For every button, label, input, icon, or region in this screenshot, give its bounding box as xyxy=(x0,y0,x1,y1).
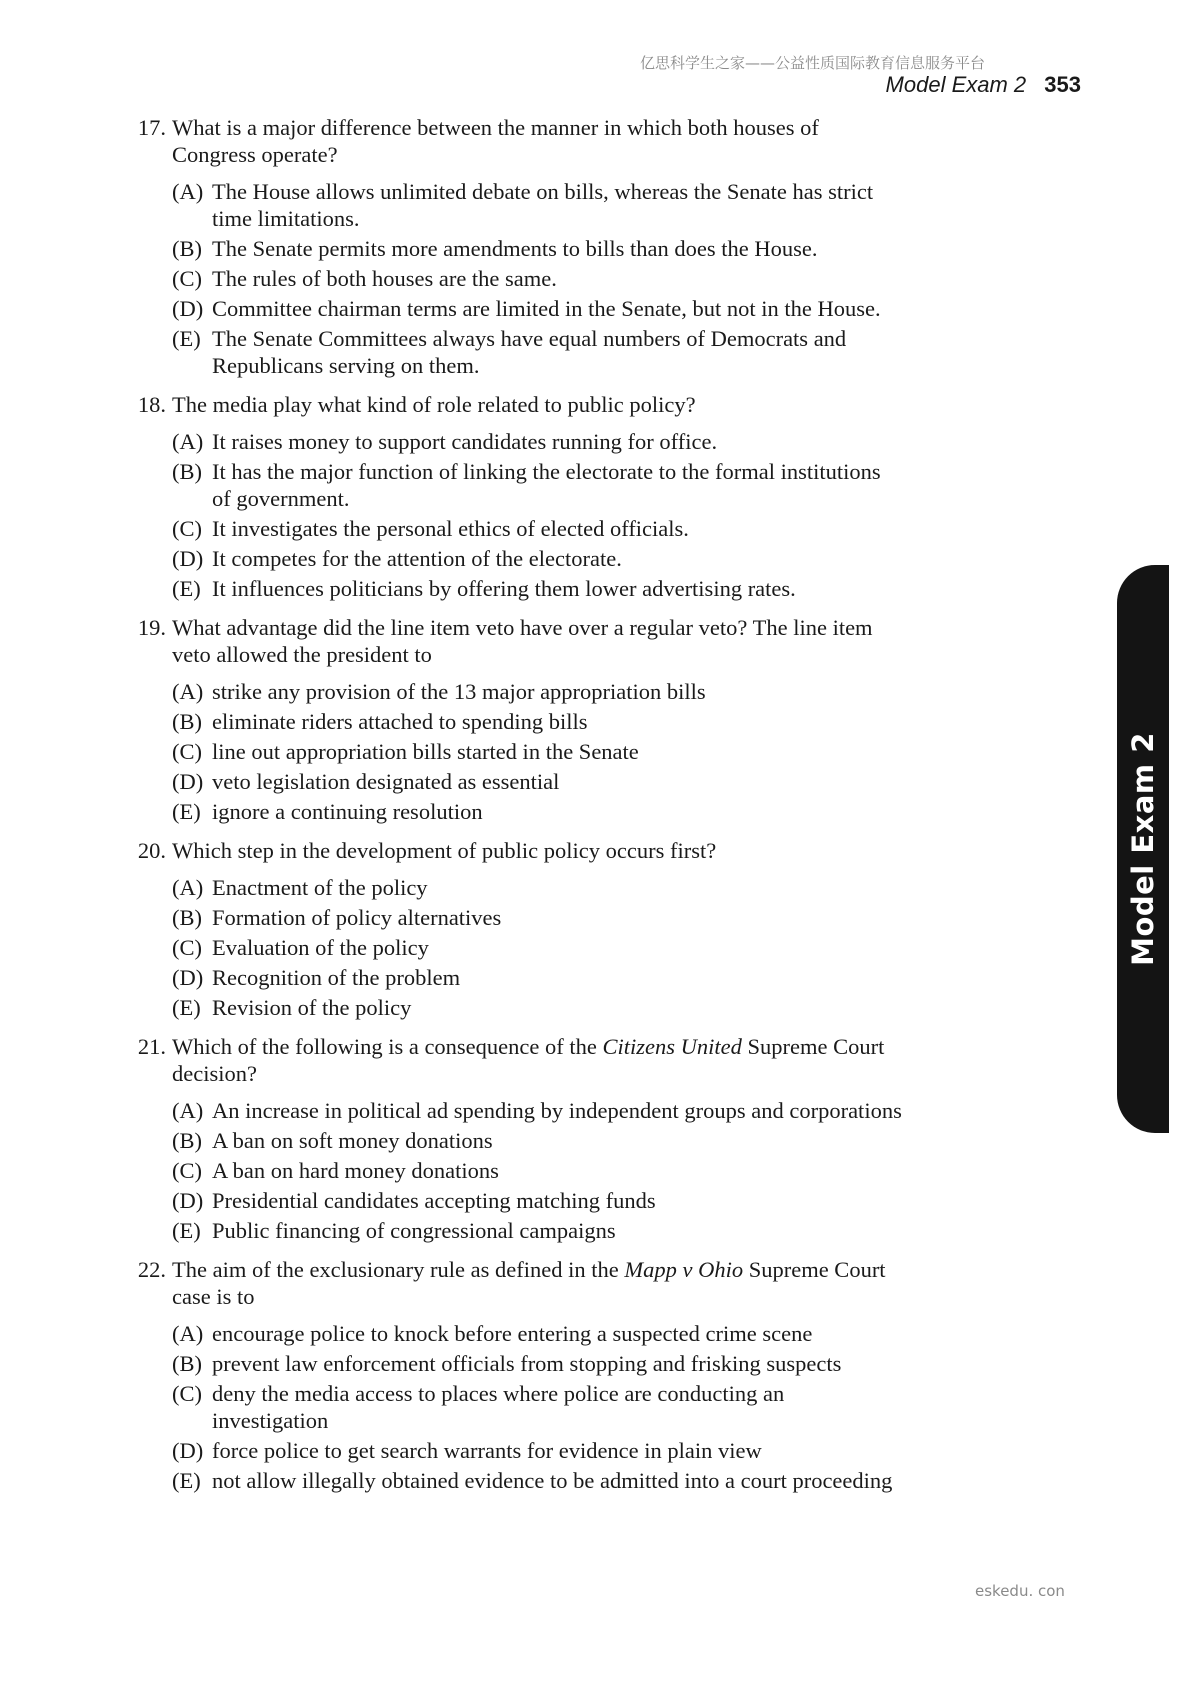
choice-letter: (A) xyxy=(172,429,204,454)
answer-choices xyxy=(112,678,902,825)
choice-text: A ban on hard money donations xyxy=(212,1158,499,1183)
answer-choice xyxy=(172,1157,902,1184)
choice-letter: (C) xyxy=(172,1158,202,1183)
choice-letter: (B) xyxy=(172,709,202,734)
question-stem xyxy=(112,1256,902,1310)
answer-choice xyxy=(172,1217,902,1244)
answer-choice xyxy=(172,1320,902,1347)
question-text-end: Supreme Court case is to xyxy=(172,1257,886,1309)
answer-choice xyxy=(172,265,902,292)
question-number: 19. xyxy=(137,615,166,640)
answer-choice xyxy=(172,325,902,379)
choice-text: The House allows unlimited debate on bills, whereas the Senate has strict time limitations. xyxy=(212,179,874,231)
question-18 xyxy=(112,391,902,602)
question-stem xyxy=(112,1033,902,1087)
choice-text: Recognition of the problem xyxy=(212,965,461,990)
answer-choice xyxy=(172,1127,902,1154)
footer-url: eskedu. con xyxy=(975,1582,1065,1600)
choice-letter: (A) xyxy=(172,875,204,900)
answer-choices xyxy=(112,1320,902,1494)
choice-text: Evaluation of the policy xyxy=(212,935,429,960)
choice-text: The Senate permits more amendments to bills than does the House. xyxy=(212,236,818,261)
answer-choice xyxy=(172,428,902,455)
choice-letter: (D) xyxy=(172,546,204,571)
choice-letter: (C) xyxy=(172,935,202,960)
choice-text: Revision of the policy xyxy=(212,995,412,1020)
question-19 xyxy=(112,614,902,825)
choice-text: A ban on soft money donations xyxy=(212,1128,493,1153)
choice-text: prevent law enforcement officials from stopping and frisking suspects xyxy=(212,1351,842,1376)
choice-letter: (E) xyxy=(172,1218,201,1243)
question-text: Which step in the development of public policy occurs first? xyxy=(172,838,717,863)
question-21 xyxy=(112,1033,902,1244)
question-stem xyxy=(112,391,902,418)
case-name: Citizens United xyxy=(602,1034,742,1059)
answer-choice xyxy=(172,1187,902,1214)
choice-text: Formation of policy alternatives xyxy=(212,905,502,930)
choice-text: force police to get search warrants for evidence in plain view xyxy=(212,1438,762,1463)
answer-choice xyxy=(172,458,902,512)
choice-text: strike any provision of the 13 major appropriation bills xyxy=(212,679,706,704)
answer-choice xyxy=(172,798,902,825)
question-text: What advantage did the line item veto have over a regular veto? The line item veto allowed the president to xyxy=(172,615,873,667)
choice-text: It investigates the personal ethics of elected officials. xyxy=(212,516,689,541)
answer-choice xyxy=(172,295,902,322)
question-number: 18. xyxy=(137,392,166,417)
answer-choices xyxy=(112,1097,902,1244)
answer-choices xyxy=(112,178,902,379)
side-tab-label: Model Exam 2 xyxy=(1126,732,1160,966)
choice-text: Committee chairman terms are limited in the Senate, but not in the House. xyxy=(212,296,881,321)
answer-choice xyxy=(172,678,902,705)
question-stem xyxy=(112,114,902,168)
answer-choice xyxy=(172,738,902,765)
choice-letter: (E) xyxy=(172,576,201,601)
choice-text: The Senate Committees always have equal numbers of Democrats and Republicans serving on them. xyxy=(212,326,847,378)
choice-letter: (C) xyxy=(172,1381,202,1406)
choice-text: deny the media access to places where police are conducting an investigation xyxy=(212,1381,785,1433)
section-title: Model Exam 2 xyxy=(885,72,1027,97)
question-number: 17. xyxy=(137,115,166,140)
answer-choice xyxy=(172,235,902,262)
choice-text: encourage police to knock before entering a suspected crime scene xyxy=(212,1321,813,1346)
choice-letter: (E) xyxy=(172,326,201,351)
question-text-start: Which of the following is a consequence of the xyxy=(172,1034,603,1059)
choice-letter: (A) xyxy=(172,1098,204,1123)
choice-letter: (D) xyxy=(172,769,204,794)
answer-choice xyxy=(172,1380,902,1434)
answer-choice xyxy=(172,708,902,735)
choice-letter: (D) xyxy=(172,965,204,990)
section-side-tab xyxy=(1117,565,1169,1133)
choice-text: The rules of both houses are the same. xyxy=(212,266,557,291)
choice-letter: (B) xyxy=(172,459,202,484)
choice-text: Public financing of congressional campaigns xyxy=(212,1218,616,1243)
choice-letter: (D) xyxy=(172,296,204,321)
answer-choice xyxy=(172,964,902,991)
choice-letter: (D) xyxy=(172,1188,204,1213)
choice-letter: (E) xyxy=(172,995,201,1020)
choice-text: It influences politicians by offering them lower advertising rates. xyxy=(212,576,796,601)
running-head xyxy=(886,72,1081,98)
question-text: The media play what kind of role related to public policy? xyxy=(172,392,696,417)
choice-text: An increase in political ad spending by independent groups and corporations xyxy=(212,1098,902,1123)
answer-choices xyxy=(112,428,902,602)
question-text xyxy=(172,1034,884,1086)
answer-choice xyxy=(172,934,902,961)
question-text xyxy=(172,1257,886,1309)
answer-choice xyxy=(172,1097,902,1124)
site-banner: 亿思科学生之家——公益性质国际教育信息服务平台 xyxy=(640,54,986,72)
question-number: 20. xyxy=(137,838,166,863)
choice-letter: (E) xyxy=(172,799,201,824)
answer-choice xyxy=(172,178,902,232)
answer-choice xyxy=(172,545,902,572)
question-stem xyxy=(112,837,902,864)
case-name: Mapp v Ohio xyxy=(624,1257,744,1282)
choice-text: not allow illegally obtained evidence to be admitted into a court proceeding xyxy=(212,1468,893,1493)
question-number: 21. xyxy=(137,1034,166,1059)
answer-choice xyxy=(172,874,902,901)
choice-text: It has the major function of linking the electorate to the formal institutions of government. xyxy=(212,459,881,511)
choice-text: ignore a continuing resolution xyxy=(212,799,483,824)
choice-text: Presidential candidates accepting matching funds xyxy=(212,1188,656,1213)
answer-choice xyxy=(172,904,902,931)
choice-letter: (A) xyxy=(172,1321,204,1346)
answer-choice xyxy=(172,994,902,1021)
choice-letter: (C) xyxy=(172,739,202,764)
question-text-end: Supreme Court decision? xyxy=(172,1034,885,1086)
answer-choice xyxy=(172,768,902,795)
choice-letter: (B) xyxy=(172,1128,202,1153)
question-text: What is a major difference between the manner in which both houses of Congress operate? xyxy=(172,115,819,167)
page-number: 353 xyxy=(1044,72,1081,97)
choice-letter: (E) xyxy=(172,1468,201,1493)
choice-letter: (C) xyxy=(172,516,202,541)
choice-letter: (A) xyxy=(172,179,204,204)
choice-letter: (B) xyxy=(172,1351,202,1376)
question-22 xyxy=(112,1256,902,1494)
choice-letter: (D) xyxy=(172,1438,204,1463)
question-17 xyxy=(112,114,902,379)
answer-choices xyxy=(112,874,902,1021)
choice-letter: (B) xyxy=(172,236,202,261)
question-20 xyxy=(112,837,902,1021)
choice-text: It competes for the attention of the electorate. xyxy=(212,546,622,571)
choice-text: It raises money to support candidates running for office. xyxy=(212,429,718,454)
question-number: 22. xyxy=(137,1257,166,1282)
choice-text: eliminate riders attached to spending bills xyxy=(212,709,588,734)
question-list xyxy=(112,114,902,1506)
question-stem xyxy=(112,614,902,668)
choice-text: veto legislation designated as essential xyxy=(212,769,560,794)
choice-text: line out appropriation bills started in the Senate xyxy=(212,739,639,764)
question-text-start: The aim of the exclusionary rule as defined in the xyxy=(172,1257,625,1282)
answer-choice xyxy=(172,575,902,602)
choice-letter: (B) xyxy=(172,905,202,930)
answer-choice xyxy=(172,1437,902,1464)
answer-choice xyxy=(172,1350,902,1377)
answer-choice xyxy=(172,1467,902,1494)
choice-letter: (C) xyxy=(172,266,202,291)
choice-letter: (A) xyxy=(172,679,204,704)
choice-text: Enactment of the policy xyxy=(212,875,428,900)
answer-choice xyxy=(172,515,902,542)
